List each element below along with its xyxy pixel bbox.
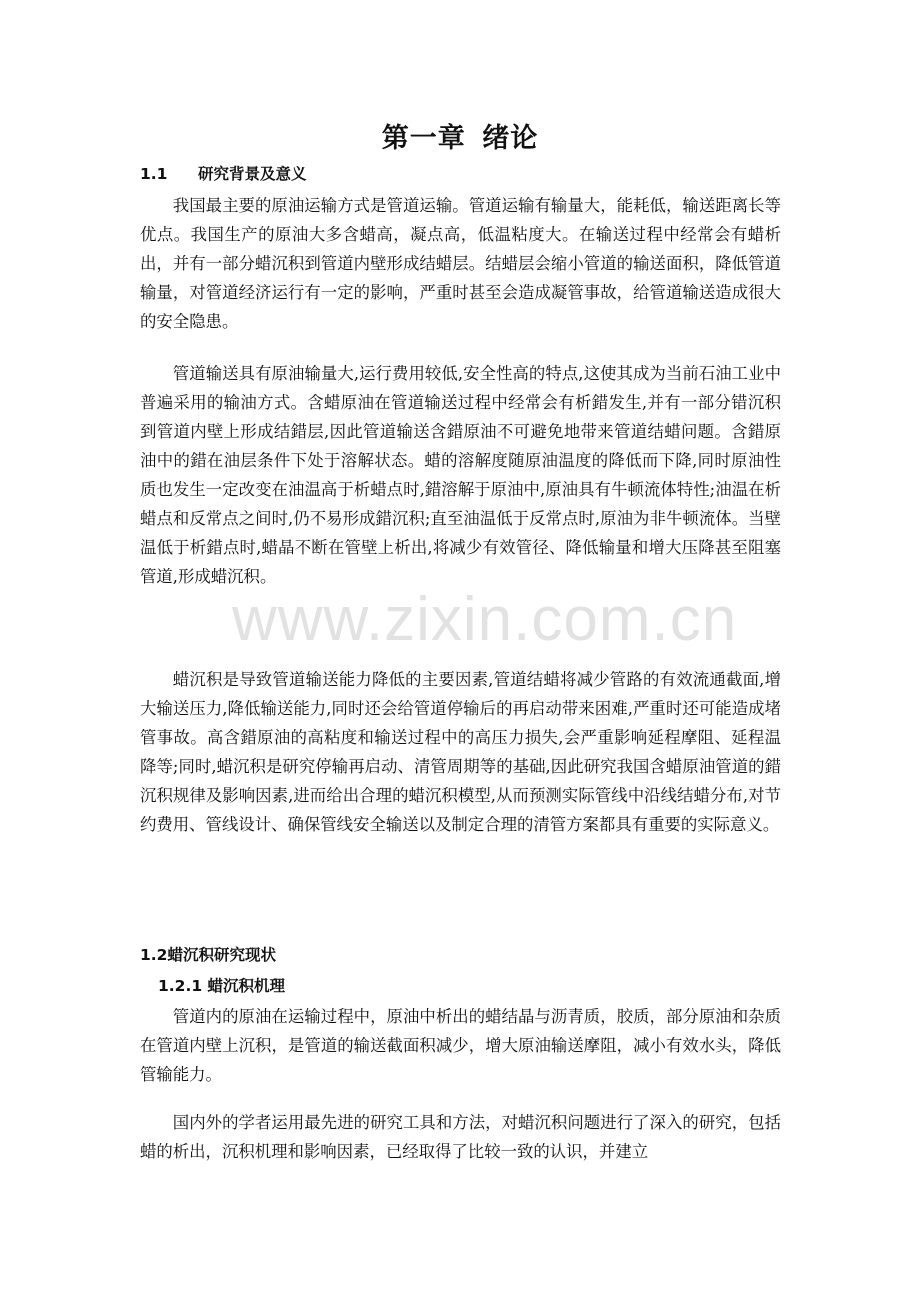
section-title: 蜡沉积研究现状: [167, 946, 276, 964]
paragraph-background-1: 我国最主要的原油运输方式是管道运输。管道运输有输量大，能耗低，输送距离长等优点。我国生产的原油大多含蜡高，凝点高，低温粘度大。在输送过程中经常会有蜡析出，并有一部分蜡沉积到管道内壁形成结蜡层。结蜡层会缩小管道的输送面积，降低管道输量，对管道经济运行有一定的影响，严重时甚至会造成凝管事故，给管道输送造成很大的安全隐患。: [140, 196, 781, 331]
paragraph-background-3: 蜡沉积是导致管道输送能力降低的主要因素,管道结蜡将减少管路的有效流通截面,增大输送压力,降低输送能力,同时还会给管道停输后的再启动带来困难,严重时还可能造成堵管事故。高含錯原油的高粘度和输送过程中的高压力损失,会严重影响延程摩阻、延程温降等;同时,蜡沉积是研究停输再启动、清管周期等的基础,因此研究我国含蜡原油管道的錯沉积规律及影响因素,进而给出合理的蜡沉积模型,从而预测实际管线中沿线结蜡分布,对节约费用、管线设计、确保管线安全输送以及制定合理的清管方案都具有重要的实际意义。: [140, 670, 781, 834]
subsection-number: 1.2.1: [158, 977, 203, 995]
paragraph-mechanism-1: 管道内的原油在运输过程中，原油中析出的蜡结晶与沥青质，胶质，部分原油和杂质在管道内壁上沉积，是管道的输送截面积减少，增大原油输送摩阻，减小有效水头，降低管输能力。: [140, 1007, 781, 1084]
chapter-title: 第一章 绪论: [381, 123, 539, 154]
section-title: 研究背景及意义: [198, 165, 307, 183]
paragraph-mechanism-2: 国内外的学者运用最先进的研究工具和方法，对蜡沉积问题进行了深入的研究，包括蜡的析出，沉积机理和影响因素，已经取得了比较一致的认识，并建立: [140, 1113, 781, 1161]
watermark: www.zixin.com.cn: [232, 585, 738, 654]
section-heading-1-2: [140, 943, 276, 965]
section-number: 1.2: [140, 946, 168, 964]
subsection-title: 蜡沉积机理: [207, 977, 286, 995]
section-heading-1-1: [140, 162, 307, 184]
section-number: 1.1: [140, 165, 168, 183]
paragraph-background-2: 管道输送具有原油输量大,运行费用较低,安全性高的特点,这使其成为当前石油工业中普遍采用的输油方式。含蜡原油在管道输送过程中经常会有析錯发生,并有一部分错沉积到管道内壁上形成结錯层,因此管道输送含錯原油不可避免地带来管道结蜡问题。含錯原油中的錯在油层条件下处于溶解状态。蜡的溶解度随原油温度的降低而下降,同时原油性质也发生一定改变在油温高于析蜡点时,錯溶解于原油中,原油具有牛顿流体特性;油温在析蜡点和反常点之间时,仍不易形成錯沉积;直至油温低于反常点时,原油为非牛顿流体。当壁温低于析錯点时,蜡晶不断在管壁上析出,将减少有效管径、降低输量和增大压降甚至阻塞管道,形成蜡沉积。: [140, 364, 781, 586]
subsection-heading-1-2-1: [158, 974, 285, 996]
